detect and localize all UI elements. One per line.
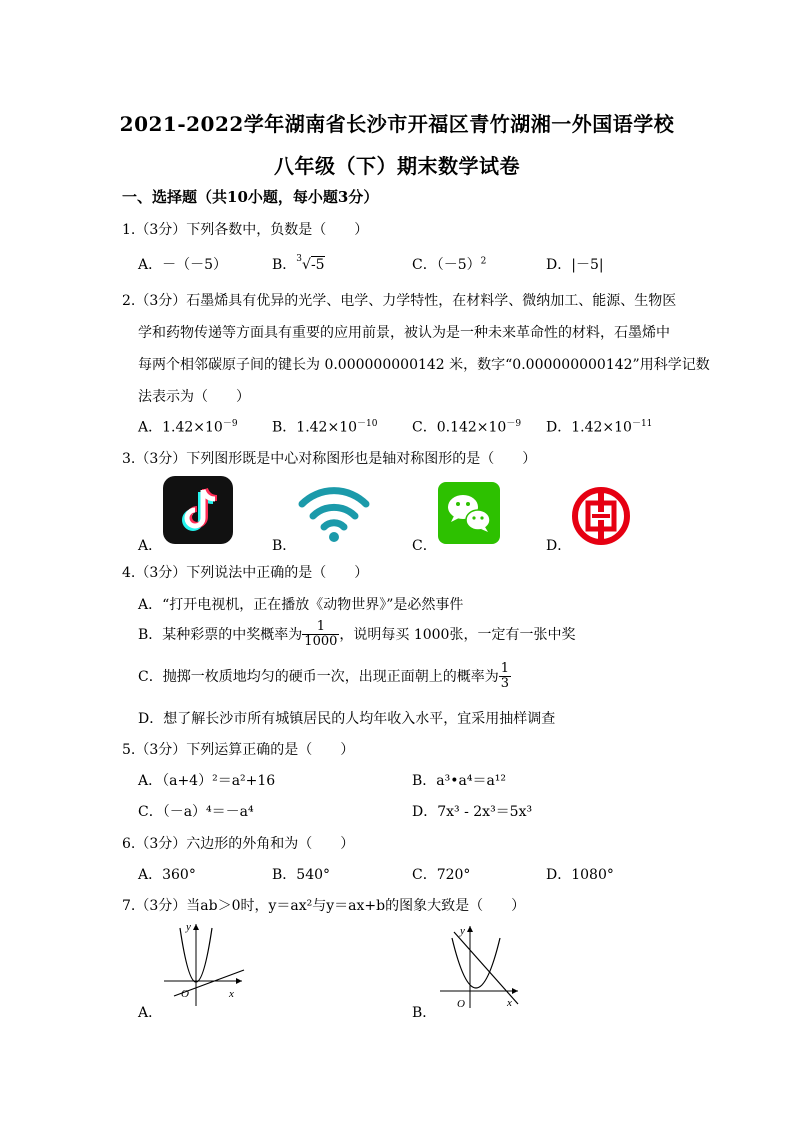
q4-option-a: A．“打开电视机，正在播放《动物世界》”是必然事件	[138, 597, 464, 613]
q4-option-b-fraction	[302, 620, 339, 650]
q1-option-d: D．|－5|	[546, 257, 604, 273]
q2-line2: 学和药物传递等方面具有重要的应用前景，被认为是一种未来革命性的材料，石墨烯中	[138, 325, 670, 341]
q7a-x-label: x	[229, 988, 234, 1000]
icbc-logo-icon	[571, 486, 631, 546]
q1-root-index: 3	[296, 254, 303, 264]
q2-line1: 2.（3分）石墨烯具有优异的光学、电学、力学特性，在材料学、微纳加工、能源、生物医	[122, 293, 677, 309]
q1-option-a: A．－（－5）	[138, 257, 228, 273]
q1-option-b-label: B．	[272, 257, 297, 273]
q2-option-c-base: C．0.142×10	[412, 419, 507, 436]
q2-option-a-exp: －9	[222, 419, 238, 429]
q7a-origin-label: O	[181, 988, 189, 1000]
q4-option-c	[138, 662, 511, 692]
q4-option-b-pre: B．某种彩票的中奖概率为	[138, 626, 303, 643]
radical-sign: √	[302, 257, 311, 273]
q4-option-c-pre: C．抛掷一枚质地均匀的硬币一次，出现正面朝上的概率为	[138, 668, 499, 685]
q2-option-d-base: D．1.42×10	[546, 419, 632, 436]
q2-option-c-exp: －9	[506, 419, 522, 429]
q5-option-d: D．7x³ - 2x³＝5x³	[412, 804, 533, 820]
q2-option-d	[546, 416, 652, 437]
q5-option-c: C．（－a）⁴＝－a⁴	[138, 804, 254, 820]
q1-option-c-exp: 2	[480, 256, 487, 267]
q2-option-d-exp: －11	[631, 419, 653, 429]
q7b-y-label: y	[460, 925, 465, 937]
q7a-y-label: y	[186, 921, 191, 933]
q2-line3: 每两个相邻碳原子间的键长为 0.000000000142 米，数字“0.000000000142”用科学记数	[138, 357, 710, 373]
q7-graph-b	[436, 920, 526, 1010]
q7-option-a-label: A．	[138, 1005, 163, 1021]
q2-option-b-base: B．1.42×10	[272, 419, 358, 436]
q2-line4: 法表示为（ ）	[138, 389, 250, 405]
fraction-denominator: 3	[500, 676, 509, 692]
q4-option-c-fraction	[499, 662, 511, 692]
q7-stem: 7.（3分）当ab＞0时，y＝ax²与y＝ax+b的图象大致是（ ）	[122, 898, 526, 914]
q4-option-b-post: ，说明每买 1000张，一定有一张中奖	[339, 626, 576, 643]
q2-option-a-base: A．1.42×10	[138, 419, 223, 436]
q1-option-c-base: C．（－5）	[412, 257, 481, 273]
q3-option-b-label: B．	[272, 538, 297, 554]
section-heading: 一、选择题（共10小题，每小题3分）	[122, 188, 379, 206]
q6-option-d: D．1080°	[546, 867, 614, 883]
q2-option-c	[412, 416, 521, 437]
q2-option-a	[138, 416, 238, 437]
q6-option-a: A．360°	[138, 867, 196, 883]
page-title-line2: 八年级（下）期末数学试卷	[274, 154, 520, 178]
q6-option-c: C．720°	[412, 867, 471, 883]
q3-option-a-label: A．	[138, 538, 163, 554]
q2-option-b-exp: －10	[357, 419, 378, 429]
fraction-denominator: 1000	[304, 634, 338, 650]
wifi-icon	[297, 478, 371, 544]
q6-stem: 6.（3分）六边形的外角和为（ ）	[122, 836, 355, 852]
q1-radicand: -5	[310, 257, 325, 273]
q4-option-b	[138, 620, 575, 650]
q1-option-b	[272, 254, 325, 274]
q7b-x-label: x	[507, 997, 512, 1009]
fraction-numerator: 1	[302, 620, 339, 635]
q7b-origin-label: O	[457, 998, 465, 1010]
q5-stem: 5.（3分）下列运算正确的是（ ）	[122, 742, 355, 758]
q2-option-b	[272, 416, 377, 437]
q4-option-d: D．想了解长沙市所有城镇居民的人均年收入水平，宜采用抽样调查	[138, 711, 556, 727]
q3-option-c-label: C．	[412, 538, 437, 554]
q5-option-b: B．a³•a⁴＝a¹²	[412, 773, 507, 789]
q5-option-a: A．（a+4）²＝a²+16	[138, 773, 276, 789]
q3-stem: 3.（3分）下列图形既是中心对称图形也是轴对称图形的是（ ）	[122, 451, 537, 467]
q1-stem: 1.（3分）下列各数中，负数是（ ）	[122, 222, 369, 238]
q7-graph-a	[160, 918, 250, 1008]
fraction-numerator: 1	[500, 661, 509, 676]
q4-stem: 4.（3分）下列说法中正确的是（ ）	[122, 565, 369, 581]
q1-option-c	[412, 254, 486, 274]
q3-option-d-label: D．	[546, 538, 572, 554]
page-title-line1: 2021-2022学年湖南省长沙市开福区青竹湖湘一外国语学校	[119, 112, 675, 136]
q7-option-b-label: B．	[412, 1005, 437, 1021]
q6-option-b: B．540°	[272, 867, 331, 883]
wechat-logo-icon	[438, 482, 500, 544]
tiktok-logo-icon	[163, 476, 233, 544]
